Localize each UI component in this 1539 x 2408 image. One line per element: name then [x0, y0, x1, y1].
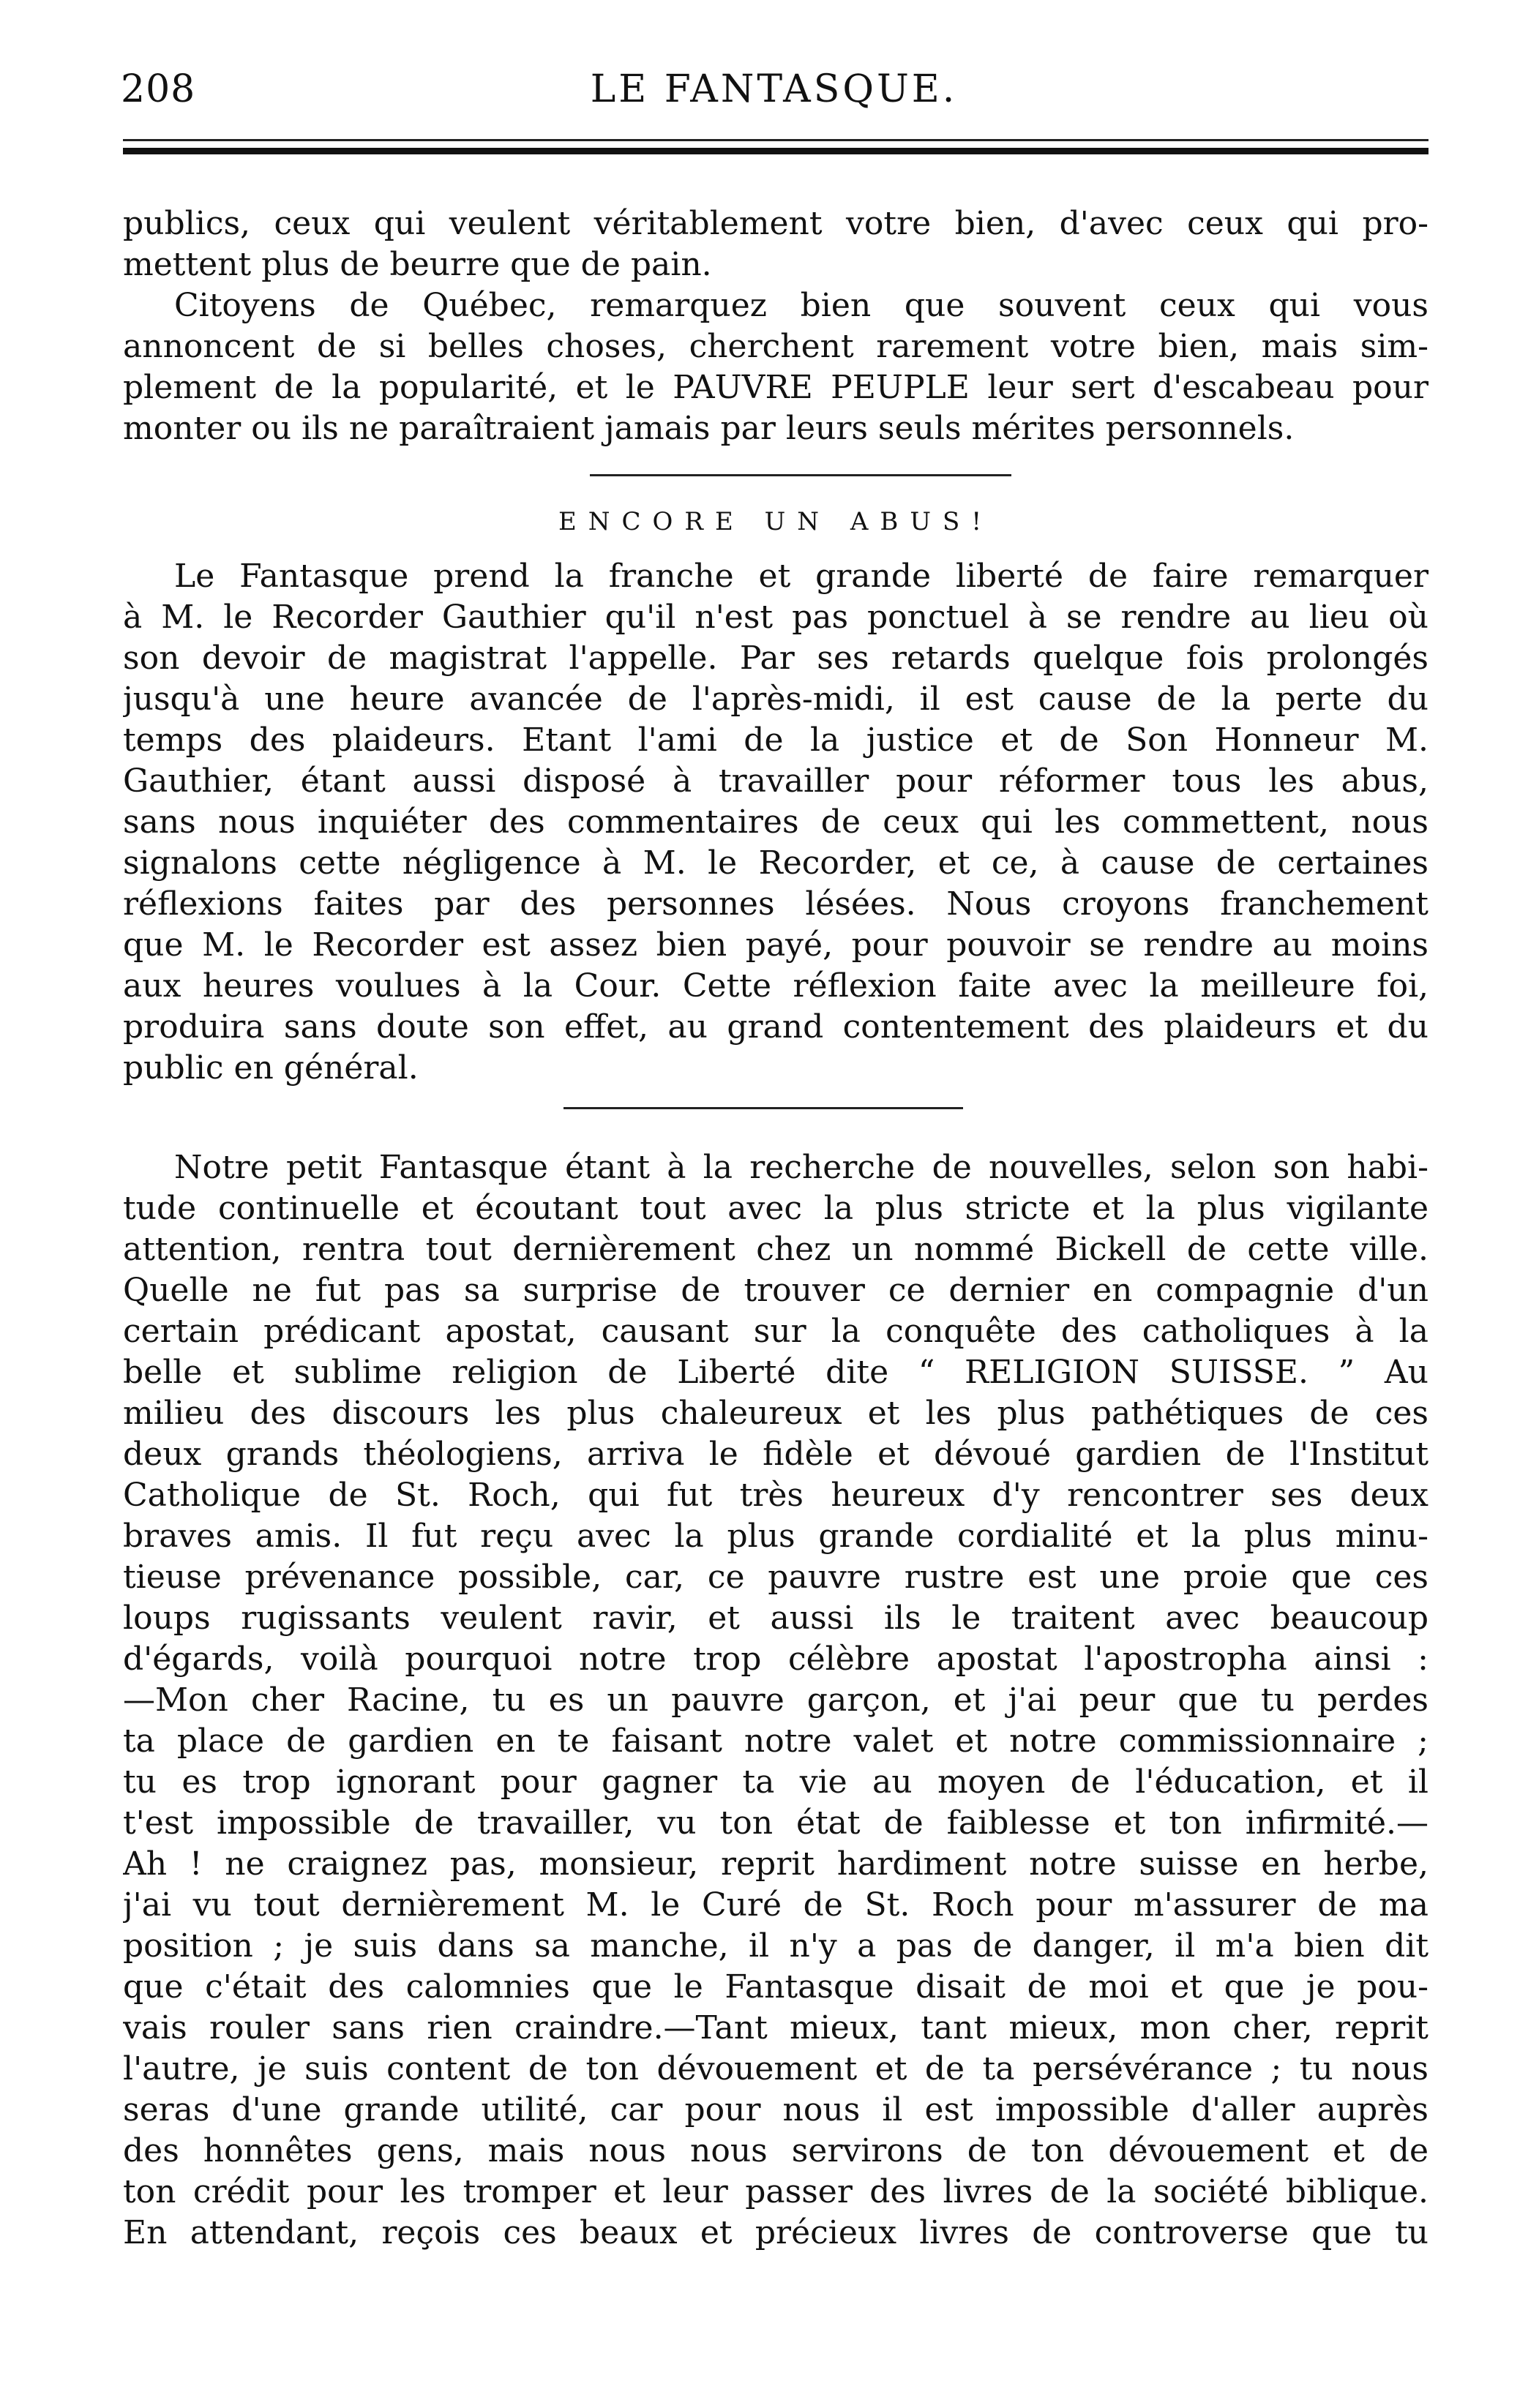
text-line: seras d'une grande utilité, car pour nous il est impossible d'aller auprès	[123, 2091, 1428, 2128]
text-line: belle et sublime religion de Liberté dite “ RELIGION SUISSE. ” Au	[123, 1354, 1428, 1391]
text-line: deux grands théologiens, arriva le fidèle et dévoué gardien de l'Institut	[123, 1436, 1428, 1473]
text-line: son devoir de magistrat l'appelle. Par ses retards quelque fois prolongés	[123, 639, 1428, 677]
text-line: ton crédit pour les tromper et leur passer des livres de la société biblique.	[123, 2173, 1428, 2210]
text-line: milieu des discours les plus chaleureux et les plus pathétiques de ces	[123, 1395, 1428, 1432]
journal-title: LE FANTASQUE.	[590, 67, 958, 111]
text-line: vais rouler sans rien craindre.—Tant mieux, tant mieux, mon cher, reprit	[123, 2009, 1428, 2047]
text-line: Quelle ne fut pas sa surprise de trouver ce dernier en compagnie d'un	[123, 1272, 1428, 1309]
text-line: que M. le Recorder est assez bien payé, pour pouvoir se rendre au moins	[123, 926, 1428, 964]
text-line: sans nous inquiéter des commentaires de ceux qui les commettent, nous	[123, 803, 1428, 841]
section-heading: ENCORE UN ABUS!	[558, 507, 994, 536]
text-line: d'égards, voilà pourquoi notre trop célèbre apostat l'apostropha ainsi :	[123, 1640, 1428, 1678]
text-line: certain prédicant apostat, causant sur la conquête des catholiques à la	[123, 1313, 1428, 1350]
text-line: des honnêtes gens, mais nous nous servirons de ton dévouement et de	[123, 2132, 1428, 2169]
text-line: j'ai vu tout dernièrement M. le Curé de St. Roch pour m'assurer de ma	[123, 1886, 1428, 1924]
text-line: Le Fantasque prend la franche et grande liberté de faire remarquer	[174, 558, 1428, 595]
header-rule-thin	[123, 139, 1428, 141]
text-line: Notre petit Fantasque étant à la recherche de nouvelles, selon son habi-	[174, 1149, 1428, 1186]
section-divider	[563, 1107, 963, 1109]
text-line: monter ou ils ne paraîtraient jamais par leurs seuls mérites personnels.	[123, 410, 1295, 447]
text-line: attention, rentra tout dernièrement chez un nommé Bickell de cette ville.	[123, 1231, 1428, 1268]
section-divider	[590, 474, 1011, 476]
text-line: t'est impossible de travailler, vu ton état de faiblesse et ton infirmité.—	[123, 1804, 1428, 1842]
text-line: à M. le Recorder Gauthier qu'il n'est pas ponctuel à se rendre au lieu où	[123, 599, 1428, 636]
text-line: plement de la popularité, et le PAUVRE PEUPLE leur sert d'escabeau pour	[123, 369, 1428, 406]
text-line: tu es trop ignorant pour gagner ta vie au moyen de l'éducation, et il	[123, 1763, 1428, 1801]
text-line: produira sans doute son effet, au grand contentement des plaideurs et du	[123, 1008, 1428, 1046]
text-line: publics, ceux qui veulent véritablement votre bien, d'avec ceux qui pro-	[123, 205, 1428, 242]
text-line: tude continuelle et écoutant tout avec la plus stricte et la plus vigilante	[123, 1190, 1428, 1227]
text-line: réflexions faites par des personnes lésées. Nous croyons franchement	[123, 885, 1428, 923]
text-line: annoncent de si belles choses, cherchent rarement votre bien, mais sim-	[123, 328, 1428, 365]
text-line: Citoyens de Québec, remarquez bien que souvent ceux qui vous	[174, 287, 1428, 324]
text-line: ta place de gardien en te faisant notre valet et notre commissionnaire ;	[123, 1722, 1428, 1760]
text-line: que c'était des calomnies que le Fantasque disait de moi et que je pou-	[123, 1968, 1428, 2006]
text-line: public en général.	[123, 1049, 419, 1087]
text-line: loups rugissants veulent ravir, et aussi ils le traitent avec beaucoup	[123, 1599, 1428, 1637]
text-line: Gauthier, étant aussi disposé à travailler pour réformer tous les abus,	[123, 762, 1428, 800]
text-line: aux heures voulues à la Cour. Cette réflexion faite avec la meilleure foi,	[123, 967, 1428, 1005]
header-rule-thick	[123, 148, 1428, 154]
text-line: signalons cette négligence à M. le Recorder, et ce, à cause de certaines	[123, 844, 1428, 882]
text-line: Catholique de St. Roch, qui fut très heureux d'y rencontrer ses deux	[123, 1477, 1428, 1514]
text-line: Ah ! ne craignez pas, monsieur, reprit hardiment notre suisse en herbe,	[123, 1845, 1428, 1883]
text-line: En attendant, reçois ces beaux et précieux livres de controverse que tu	[123, 2214, 1428, 2251]
text-line: —Mon cher Racine, tu es un pauvre garçon, et j'ai peur que tu perdes	[123, 1681, 1428, 1719]
text-line: temps des plaideurs. Etant l'ami de la justice et de Son Honneur M.	[123, 721, 1428, 759]
page-number: 208	[121, 67, 196, 111]
text-line: mettent plus de beurre que de pain.	[123, 246, 712, 283]
text-line: position ; je suis dans sa manche, il n'y a pas de danger, il m'a bien dit	[123, 1927, 1428, 1965]
text-line: braves amis. Il fut reçu avec la plus grande cordialité et la plus minu-	[123, 1518, 1428, 1555]
running-head	[121, 67, 1427, 126]
text-line: tieuse prévenance possible, car, ce pauvre rustre est une proie que ces	[123, 1559, 1428, 1596]
text-line: jusqu'à une heure avancée de l'après-midi, il est cause de la perte du	[123, 680, 1428, 718]
text-line: l'autre, je suis content de ton dévouement et de ta persévérance ; tu nous	[123, 2050, 1428, 2088]
